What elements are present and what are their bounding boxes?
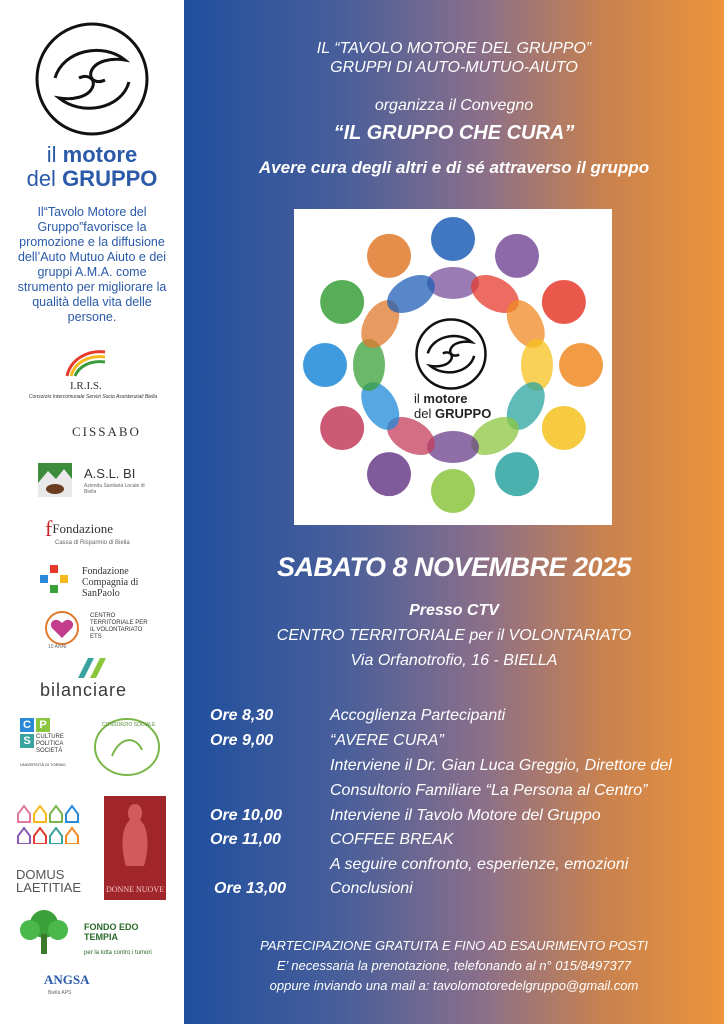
- program-row: [210, 707, 505, 725]
- tree-icon: [14, 908, 74, 958]
- woman-silhouette-icon: [104, 796, 166, 876]
- fondo-logo-text: FONDO EDO TEMPIA: [84, 922, 139, 942]
- person-body: [427, 431, 479, 463]
- person-head: [495, 234, 539, 278]
- iris-subtitle: Consorzio Intercomunale Servizi Socio Assistenziali Biella: [28, 394, 158, 400]
- ctv-years: 10 ANNI: [48, 644, 67, 650]
- asl-subtitle: Azienda Sanitaria Locale di Biella: [84, 483, 145, 495]
- program-time: Ore 9,00: [210, 732, 274, 749]
- person-head: [303, 343, 347, 387]
- organizza-text: organizza il Convegno: [374, 97, 534, 114]
- person-head: [542, 406, 586, 450]
- footer-line3: oppure inviando una mail a: tavolomotoredelgruppo@gmail.com: [269, 978, 639, 993]
- program-text: COFFEE BREAK: [330, 831, 454, 848]
- program-text: Interviene il Tavolo Motore del Gruppo: [330, 807, 601, 824]
- program-text: “AVERE CURA”: [330, 732, 444, 749]
- person-head: [320, 406, 364, 450]
- brand-word: del: [414, 406, 432, 421]
- cissabo-logo: CISSABO: [72, 424, 141, 439]
- person-head: [431, 469, 475, 513]
- brand-word-bold: GRUPPO: [62, 166, 158, 191]
- bilanciare-logo-text: bilanciare: [40, 680, 128, 700]
- program-time: Ore 10,00: [210, 807, 283, 824]
- asl-bear-icon: [38, 463, 72, 497]
- domus-houses-icon: [16, 800, 86, 844]
- header-line2: GRUPPI DI AUTO-MUTUO-AIUTO: [330, 59, 578, 76]
- person-body: [427, 267, 479, 299]
- ctv-logo-text: CENTRO TERRITORIALE PER IL VOLONTARIATO ETS: [90, 613, 148, 640]
- venue-presso: Presso CTV: [409, 602, 499, 619]
- person-head: [367, 452, 411, 496]
- iris-logo-text: I.R.I.S.: [70, 380, 102, 392]
- cps-logo-text: CULTURE POLITICA SOCIETÀ: [36, 734, 64, 754]
- angsa-logo-text: ANGSA: [44, 972, 90, 987]
- brand-word-bold: motore: [423, 391, 468, 406]
- fondazione-text: Fondazione: [52, 521, 113, 536]
- sanpaolo-logo-text: Fondazione Compagnia di SanPaolo: [82, 566, 139, 599]
- program-text: Consultorio Familiare “La Persona al Centro”: [330, 782, 648, 799]
- header-line1: IL “TAVOLO MOTORE DEL GRUPPO”: [316, 40, 592, 57]
- program-row: [210, 856, 628, 874]
- brand-word: del: [26, 166, 56, 191]
- program-row: [210, 831, 454, 849]
- fondo-subtitle: per la lotta contro i tumori: [84, 950, 152, 956]
- asl-logo-text: A.S.L. BI: [84, 466, 136, 481]
- hands-logo-icon: [33, 20, 151, 138]
- person-head: [495, 452, 539, 496]
- event-subtitle: Avere cura degli altri e di sé attraverso il gruppo: [258, 158, 650, 177]
- center-logo-card: [294, 209, 612, 525]
- program-row: [210, 732, 444, 750]
- person-head: [559, 343, 603, 387]
- brand-name: [0, 143, 184, 191]
- person-head: [431, 217, 475, 261]
- brand-word-bold: motore: [62, 142, 138, 167]
- fondazione-crb-subtitle: Cassa di Risparmio di Biella: [55, 540, 130, 546]
- consorzio-logo-text: CONSORZIO SOCIALE: [102, 722, 156, 728]
- program-time: Ore 8,30: [210, 707, 274, 724]
- brand-word: il: [414, 391, 420, 406]
- program-row: [210, 807, 601, 825]
- donne-nuove-logo: [104, 796, 166, 900]
- program-text: Conclusioni: [330, 880, 413, 897]
- program-time: Ore 11,00: [210, 831, 281, 848]
- program-text: A seguire confronto, esperienze, emozioni: [330, 856, 629, 873]
- bilanciare-stripes-icon: [76, 656, 112, 680]
- footer-line1: PARTECIPAZIONE GRATUITA E FINO AD ESAURIMENTO POSTI: [260, 938, 648, 953]
- program-time: Ore 13,00: [214, 880, 287, 897]
- main-panel: [184, 0, 724, 1024]
- fondazione-crb-logo: fFondazione: [45, 516, 113, 541]
- ctv-heart-icon: [44, 610, 80, 646]
- sidebar-description: Il“Tavolo Motore del Gruppo”favorisce la promozione e la diffusione dell’Auto Mutuo Aiuto e dei gruppi A.M.A. come strumento per migliorare la qualità della vita delle persone.: [17, 205, 167, 324]
- venue-name: CENTRO TERRITORIALE per il VOLONTARIATO: [276, 627, 632, 644]
- donne-nuove-text: DONNE NUOVE: [106, 885, 164, 894]
- venue-address: Via Orfanotrofio, 16 - BIELLA: [350, 652, 558, 669]
- domus-logo-text: DOMUS LAETITIAE: [16, 867, 82, 895]
- program-row: [214, 880, 413, 898]
- cps-logo: C P S: [20, 718, 50, 770]
- sidebar: [0, 0, 184, 1024]
- program-text: Interviene il Dr. Gian Luca Greggio, Direttore del: [330, 757, 672, 774]
- brand-word-bold: GRUPPO: [434, 406, 492, 421]
- program-row: [210, 757, 672, 775]
- person-head: [542, 280, 586, 324]
- person-head: [367, 234, 411, 278]
- angsa-subtitle: Biella APS: [48, 990, 72, 996]
- event-title: “IL GRUPPO CHE CURA”: [333, 122, 575, 144]
- footer-line2: E’ necessaria la prenotazione, telefonando al n° 015/8497377: [276, 958, 632, 973]
- hands-logo-icon: [414, 317, 488, 391]
- program-text: Accoglienza Partecipanti: [330, 707, 506, 724]
- brand-word: il: [46, 142, 57, 167]
- event-date: SABATO 8 NOVEMBRE 2025: [276, 552, 632, 582]
- sanpaolo-squares-icon: [40, 565, 68, 593]
- center-brand: [414, 391, 504, 421]
- person-head: [320, 280, 364, 324]
- iris-rainbow-icon: [65, 348, 107, 378]
- program-row: [210, 782, 647, 800]
- cps-subtitle: UNIVERSITÀ DI TORINO: [20, 762, 66, 767]
